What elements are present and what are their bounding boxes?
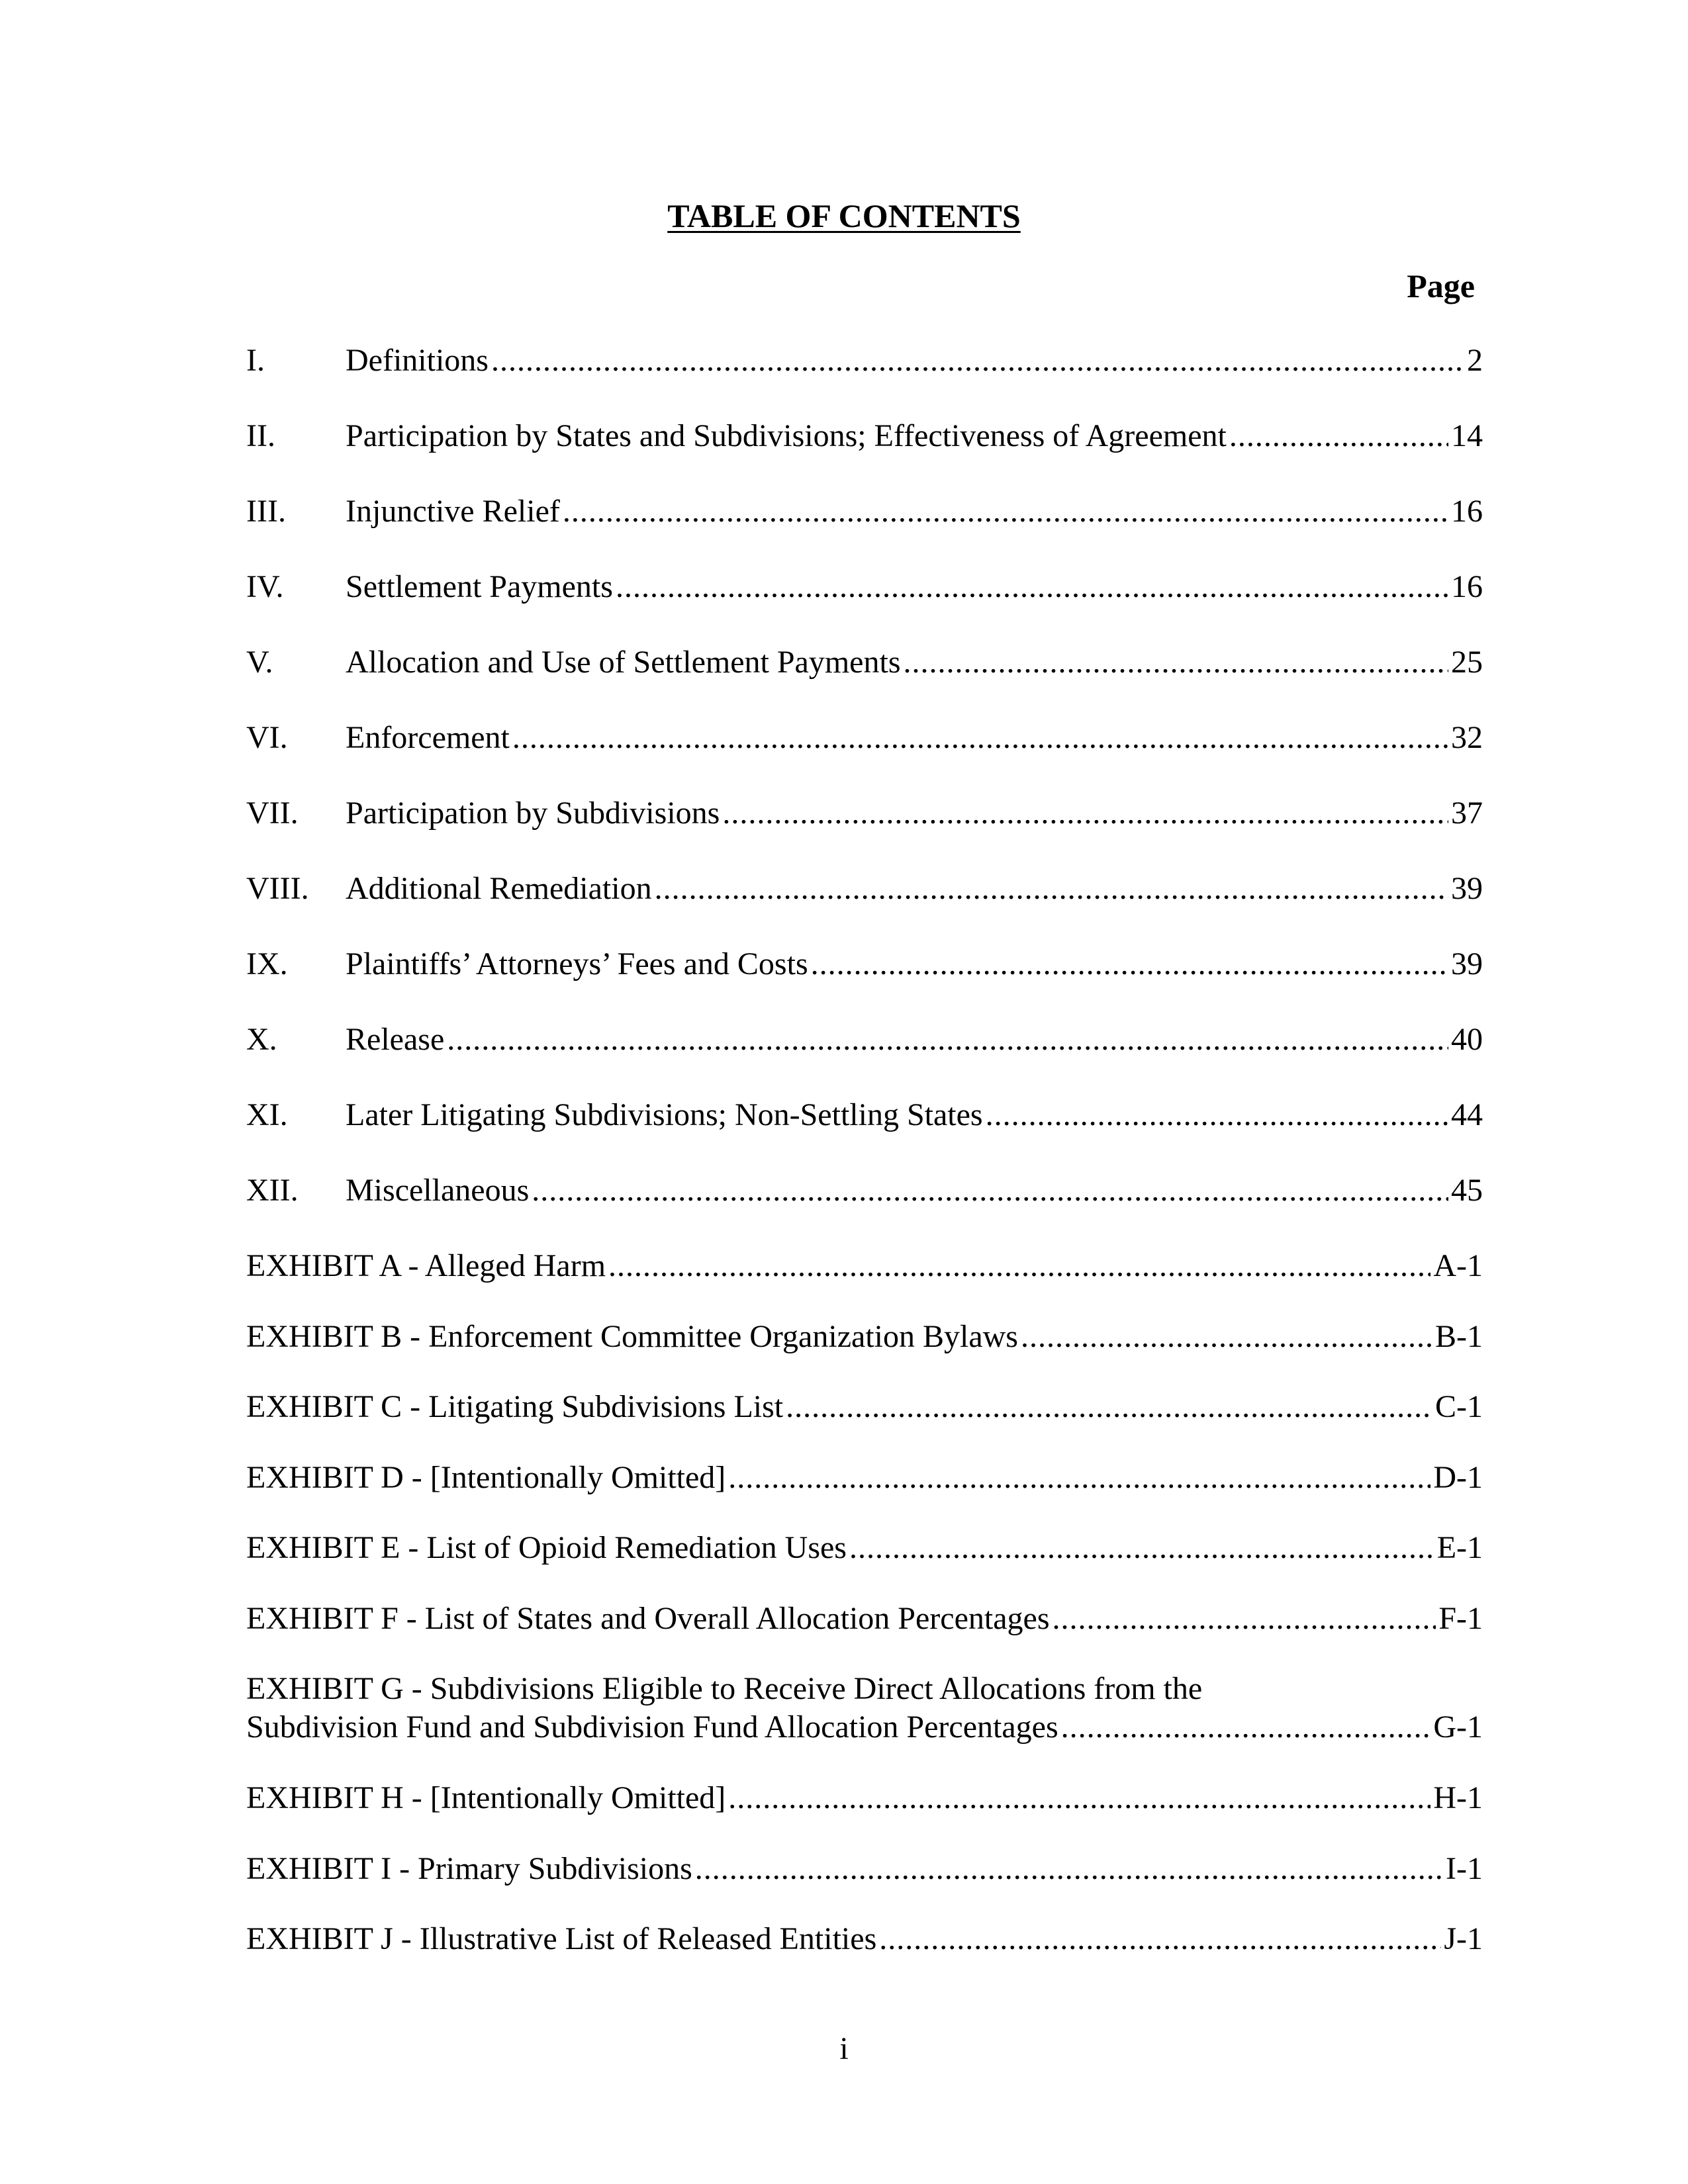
dot-leader <box>616 568 1448 606</box>
section-number: X. <box>246 1022 277 1057</box>
page-number: 32 <box>1451 720 1483 755</box>
page-number: 37 <box>1451 796 1483 831</box>
page-number: B-1 <box>1435 1319 1483 1354</box>
section-number: I. <box>246 343 265 378</box>
section-number: VIII. <box>246 871 309 906</box>
section-number: VII. <box>246 796 299 831</box>
dot-leader <box>811 945 1448 983</box>
toc-entry-injunctive-relief[interactable] <box>246 492 1483 531</box>
dot-leader <box>849 1529 1434 1567</box>
section-title: Injunctive Relief <box>346 494 560 529</box>
section-title: Plaintiffs’ Attorneys’ Fees and Costs <box>346 946 808 981</box>
section-number: II. <box>246 418 275 453</box>
section-title: Settlement Payments <box>346 569 613 604</box>
exhibit-title: EXHIBIT D - [Intentionally Omitted] <box>246 1460 726 1495</box>
footer-page-number: i <box>839 2031 849 2066</box>
exhibit-title: EXHIBIT H - [Intentionally Omitted] <box>246 1780 726 1815</box>
toc-entry-exhibit-i[interactable] <box>246 1850 1483 1888</box>
section-title: Definitions <box>346 343 489 378</box>
section-title: Enforcement <box>346 720 510 755</box>
page-number: 16 <box>1451 569 1483 604</box>
dot-leader <box>1053 1600 1436 1638</box>
page-number: H-1 <box>1433 1780 1483 1815</box>
toc-entry-enforcement[interactable] <box>246 719 1483 757</box>
exhibit-title: EXHIBIT C - Litigating Subdivisions List <box>246 1389 784 1424</box>
page-number: 25 <box>1451 645 1483 680</box>
exhibit-title: EXHIBIT E - List of Opioid Remediation Uses <box>246 1530 847 1565</box>
toc-entry-exhibit-h[interactable] <box>246 1779 1483 1817</box>
section-number: IX. <box>246 946 288 981</box>
section-title: Participation by States and Subdivisions; Effectiveness of Agreement <box>346 418 1227 453</box>
dot-leader <box>1021 1318 1432 1356</box>
exhibit-title: EXHIBIT I - Primary Subdivisions <box>246 1851 692 1886</box>
dot-leader <box>1061 1708 1431 1747</box>
page-number: 39 <box>1451 946 1483 981</box>
page-number: I-1 <box>1446 1851 1483 1886</box>
dot-leader <box>986 1096 1448 1134</box>
page-number: G-1 <box>1433 1709 1483 1745</box>
section-title: Later Litigating Subdivisions; Non-Settling States <box>346 1097 983 1132</box>
exhibit-title-line1: EXHIBIT G - Subdivisions Eligible to Receive Direct Allocations from the <box>246 1671 1203 1706</box>
section-number: III. <box>246 494 286 529</box>
section-title: Allocation and Use of Settlement Payments <box>346 645 901 680</box>
exhibit-title-line2-row <box>246 1708 1483 1747</box>
page-number: J-1 <box>1444 1921 1483 1956</box>
section-number: V. <box>246 645 273 680</box>
section-title: Participation by Subdivisions <box>346 796 720 831</box>
dot-leader <box>728 1459 1430 1497</box>
page-number: 14 <box>1451 418 1483 453</box>
page-number: D-1 <box>1433 1460 1483 1495</box>
page-number: 40 <box>1451 1022 1483 1057</box>
dot-leader <box>904 643 1449 682</box>
toc-entry-exhibit-e[interactable] <box>246 1529 1483 1567</box>
section-title: Miscellaneous <box>346 1173 530 1208</box>
dot-leader <box>532 1171 1448 1210</box>
toc-entry-allocation[interactable] <box>246 643 1483 682</box>
page-number: E-1 <box>1436 1530 1483 1565</box>
toc-entry-exhibit-a[interactable] <box>246 1247 1483 1285</box>
page-number: 16 <box>1451 494 1483 529</box>
toc-entry-exhibit-j[interactable] <box>246 1920 1483 1958</box>
page-title: TABLE OF CONTENTS <box>667 197 1021 234</box>
exhibit-title: EXHIBIT A - Alleged Harm <box>246 1248 606 1283</box>
toc-entry-miscellaneous[interactable] <box>246 1171 1483 1210</box>
dot-leader <box>655 870 1448 908</box>
exhibit-title-line2: Subdivision Fund and Subdivision Fund Allocation Percentages <box>246 1709 1058 1745</box>
exhibit-title: EXHIBIT F - List of States and Overall Allocation Percentages <box>246 1601 1050 1636</box>
toc-entry-participation-subdivisions[interactable] <box>246 794 1483 833</box>
toc-entry-additional-remediation[interactable] <box>246 870 1483 908</box>
exhibit-title: EXHIBIT J - Illustrative List of Released Entities <box>246 1921 877 1956</box>
dot-leader <box>695 1850 1443 1888</box>
toc-entry-exhibit-f[interactable] <box>246 1600 1483 1638</box>
toc-entry-settlement-payments[interactable] <box>246 568 1483 606</box>
page-number: 39 <box>1451 871 1483 906</box>
toc-entry-later-litigating[interactable] <box>246 1096 1483 1134</box>
toc-entry-attorneys-fees[interactable] <box>246 945 1483 983</box>
page-number: C-1 <box>1435 1389 1483 1424</box>
dot-leader <box>879 1920 1441 1958</box>
dot-leader <box>1229 417 1448 455</box>
toc-entry-exhibit-b[interactable] <box>246 1318 1483 1356</box>
section-number: XI. <box>246 1097 288 1132</box>
dot-leader <box>512 719 1448 757</box>
toc-entry-release[interactable] <box>246 1021 1483 1059</box>
page-number: 2 <box>1467 343 1483 378</box>
dot-leader <box>563 492 1448 531</box>
dot-leader <box>786 1388 1432 1426</box>
toc-entry-exhibit-g[interactable] <box>246 1670 1483 1747</box>
section-number: IV. <box>246 569 284 604</box>
toc-entry-definitions[interactable] <box>246 341 1483 380</box>
toc-entry-exhibit-d[interactable] <box>246 1459 1483 1497</box>
page-number: A-1 <box>1433 1248 1483 1283</box>
page-column-label: Page <box>1407 267 1475 304</box>
section-title: Release <box>346 1022 445 1057</box>
dot-leader <box>447 1021 1448 1059</box>
section-title: Additional Remediation <box>346 871 652 906</box>
page-number: 45 <box>1451 1173 1483 1208</box>
section-number: VI. <box>246 720 288 755</box>
exhibit-title: EXHIBIT B - Enforcement Committee Organization Bylaws <box>246 1319 1018 1354</box>
dot-leader <box>491 341 1464 380</box>
page-number: 44 <box>1451 1097 1483 1132</box>
dot-leader <box>728 1779 1430 1817</box>
toc-entry-participation[interactable] <box>246 417 1483 455</box>
section-number: XII. <box>246 1173 299 1208</box>
page-number: F-1 <box>1438 1601 1483 1636</box>
dot-leader <box>722 794 1448 833</box>
dot-leader <box>608 1247 1430 1285</box>
toc-entry-exhibit-c[interactable] <box>246 1388 1483 1426</box>
